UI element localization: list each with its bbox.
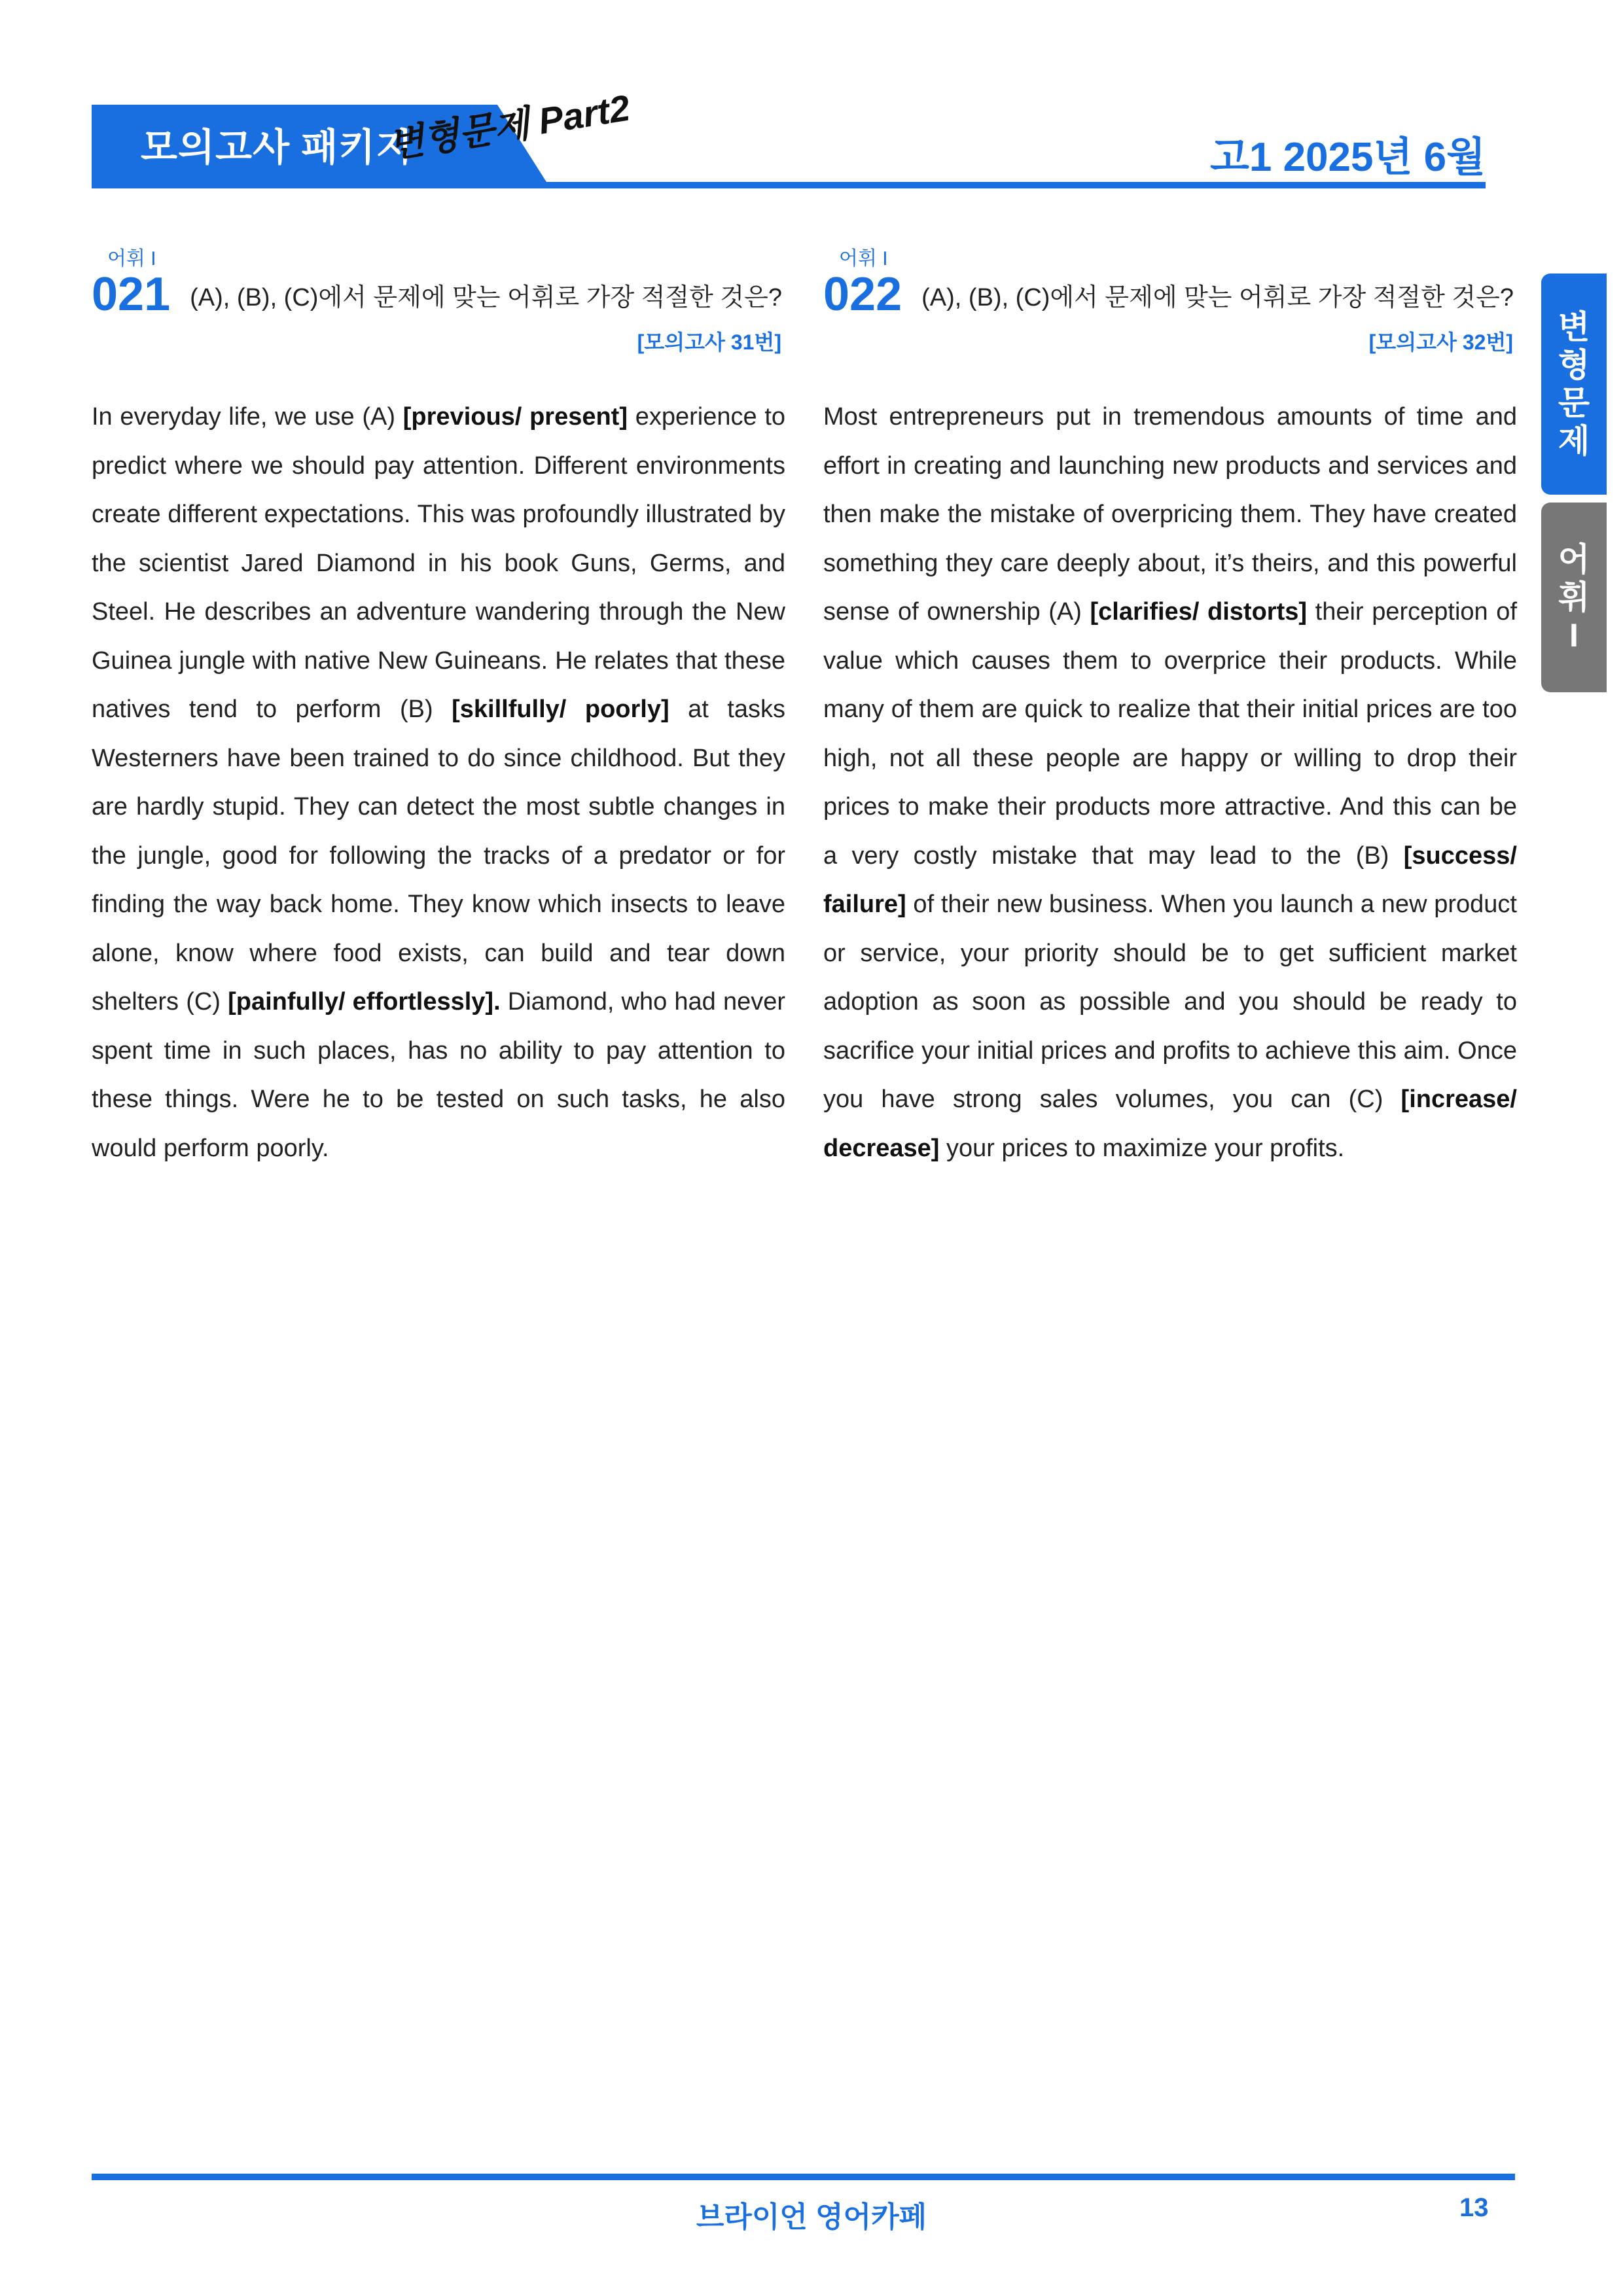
footer-rule (92, 2174, 1515, 2180)
question-source: [모의고사 31번] (637, 330, 781, 354)
passage-021 (92, 393, 785, 1173)
question-category: 어휘 I (107, 248, 156, 270)
answer-choice: [increase/ decrease] (823, 1086, 1517, 1162)
question-source: [모의고사 32번] (1368, 330, 1513, 354)
answer-choice: [previous/ present] (402, 403, 628, 431)
passage-text: Diamond, who had never spent time in such places, has no ability to pay attention to these things. Were he to be tested on such tasks, he also would perform poorly. (92, 988, 786, 1162)
passage-text: of their new business. When you launch a new product or service, your priority should be to get sufficient market adoption as soon as possible and you should be ready to sacrifice your initial prices and profits to achieve this aim. Once you have strong sales volumes, you can (C) (823, 891, 1517, 1113)
question-021-header (92, 242, 785, 356)
side-tab-char: I (1569, 617, 1578, 654)
passage-text: at tasks Westerners have been trained to do since childhood. But they are hardly stupid. They can detect the most subtle changes in the jungle, good for following the tracks of a predator or for finding the way back home. They know which insects to leave alone, know where food exists, can build and tear down shelters (C) (92, 696, 785, 1016)
question-number: 022 (823, 268, 902, 321)
side-tab-char: 변 (1558, 309, 1590, 345)
passage-text: In everyday life, we use (A) (92, 403, 403, 431)
question-number: 021 (92, 268, 171, 321)
footer-brand: 브라이언 영어카페 (696, 2201, 927, 2233)
question-stem: (A), (B), (C)에서 문제에 맞는 어휘로 가장 적절한 것은? (190, 283, 782, 311)
side-tab-variant-problems[interactable] (1541, 274, 1607, 495)
passage-text: experience to predict where we should pay attention. Different environments create different expectations. This was profoundly illustrated by the scientist Jared Diamond in his book Guns, Germs, and Steel. He describes an adventure wandering through the New Guinea jungle with native New Guineans. He relates that these natives tend to perform (B) (92, 403, 786, 723)
side-tab-char: 형 (1558, 347, 1590, 383)
answer-choice: [success/ failure] (823, 841, 1517, 918)
header-title: 모의고사 패키지 (141, 126, 414, 169)
passage-text: Most entrepreneurs put in tremendous amounts of time and effort in creating and launching new products and services and then make the mistake of overpricing them. They have created something they care deeply about, it’s theirs, and this powerful sense of ownership (A) (823, 403, 1517, 626)
side-tab-vocabulary[interactable] (1541, 503, 1607, 692)
exam-label: 고1 2025년 6월 (1209, 135, 1486, 180)
answer-choice: [painfully/ effortlessly]. (228, 988, 501, 1016)
answer-choice: [skillfully/ poorly] (452, 696, 669, 723)
side-tab-char: 휘 (1558, 579, 1590, 616)
passage-text: your prices to maximize your profits. (939, 1134, 1345, 1162)
side-tab-char: 문 (1558, 385, 1590, 421)
header-rule (92, 182, 1486, 188)
side-tab-char: 제 (1558, 423, 1590, 459)
page-number: 13 (1459, 2193, 1489, 2222)
passage-text: their perception of value which causes them to overprice their products. While many of them are quick to realize that their initial prices are too high, not all these people are happy or willing to drop their prices to make their products more attractive. And this can be a very costly mistake that may lead to the (B) (823, 598, 1517, 870)
answer-choice: [clarifies/ distorts] (1090, 598, 1308, 626)
header-subtitle: 변형문제 Part2 (385, 86, 633, 166)
passage-022 (823, 393, 1517, 1173)
question-stem: (A), (B), (C)에서 문제에 맞는 어휘로 가장 적절한 것은? (921, 283, 1514, 311)
side-tab-char: 어 (1558, 541, 1590, 578)
question-category: 어휘 I (839, 248, 888, 270)
question-022-header (823, 242, 1517, 356)
